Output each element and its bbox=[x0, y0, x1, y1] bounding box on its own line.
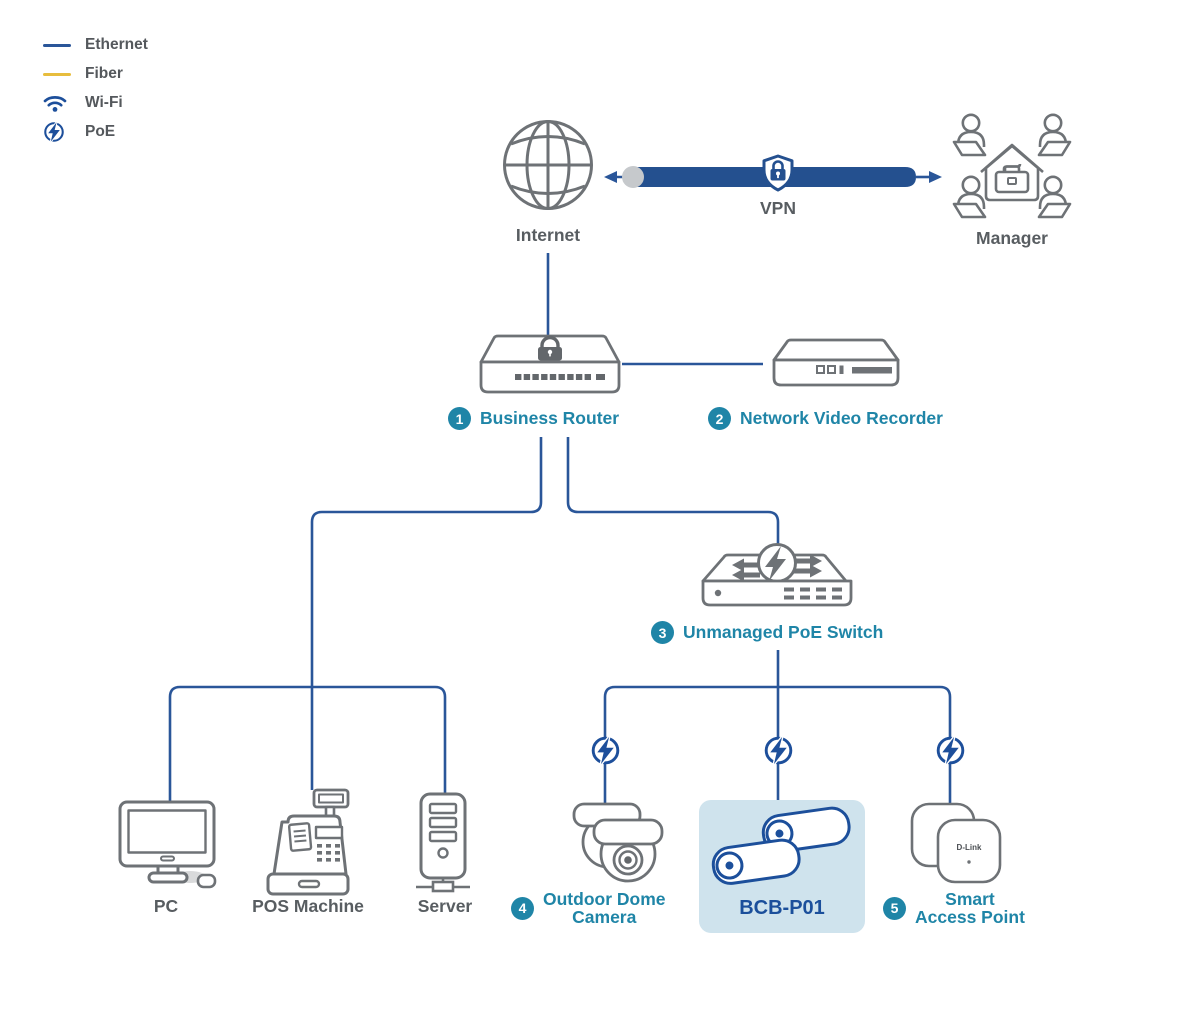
internet-label: Internet bbox=[515, 225, 581, 245]
legend-item-poe bbox=[43, 121, 148, 143]
access-point-brand-text: D-Link bbox=[956, 843, 982, 852]
dome-camera-label: 4 Outdoor Dome Camera bbox=[511, 890, 666, 926]
nvr-icon bbox=[762, 338, 910, 392]
ap-number-badge: 5 bbox=[883, 897, 906, 920]
server-icon bbox=[412, 792, 474, 894]
pos-machine-icon bbox=[258, 788, 358, 900]
vpn-tunnel bbox=[604, 156, 942, 190]
poe-icon bbox=[43, 121, 73, 143]
legend bbox=[43, 34, 148, 143]
nvr-label: 2 Network Video Recorder bbox=[708, 407, 943, 430]
vpn-arrow-right bbox=[929, 171, 942, 183]
poe-switch-icon bbox=[698, 543, 854, 615]
legend-item-wifi bbox=[43, 92, 148, 114]
access-point-label: 5 Smart Access Point bbox=[883, 890, 1025, 926]
lightning-circle-icon bbox=[759, 545, 796, 582]
pos-keypad bbox=[317, 844, 340, 862]
router-number-badge: 1 bbox=[448, 407, 471, 430]
internet-globe-icon bbox=[501, 118, 595, 212]
business-router-icon bbox=[477, 334, 623, 396]
vpn-label: VPN bbox=[760, 198, 796, 218]
wire-left-bus bbox=[170, 687, 445, 802]
server-label: Server bbox=[417, 896, 473, 916]
home-office-icon bbox=[981, 145, 1043, 200]
legend-label: Wi-Fi bbox=[85, 94, 123, 111]
wifi-icon bbox=[43, 93, 73, 113]
nvr-number-badge: 2 bbox=[708, 407, 731, 430]
poe-marker-dome bbox=[593, 737, 618, 764]
pc-icon bbox=[116, 798, 220, 892]
legend-item-fiber bbox=[43, 63, 148, 85]
ethernet-line-icon bbox=[43, 44, 73, 47]
vpn-arrow-left bbox=[604, 171, 617, 183]
pos-label: POS Machine bbox=[252, 896, 364, 916]
bcb-p01-label: BCB-P01 bbox=[739, 897, 825, 919]
router-label: 1 Business Router bbox=[448, 407, 619, 430]
switch-number-badge: 3 bbox=[651, 621, 674, 644]
manager-label: Manager bbox=[976, 228, 1048, 248]
fiber-line-icon bbox=[43, 73, 73, 76]
manager-group-icon bbox=[948, 112, 1076, 234]
legend-label: Fiber bbox=[85, 65, 123, 82]
legend-item-ethernet bbox=[43, 34, 148, 56]
bcb-p01-bullet-cameras-icon bbox=[708, 806, 856, 898]
switch-label: 3 Unmanaged PoE Switch bbox=[651, 621, 883, 644]
wire-router-switch bbox=[568, 437, 778, 547]
pc-label: PC bbox=[153, 896, 179, 916]
poe-marker-bcb bbox=[766, 737, 791, 764]
vpn-endpoint-dot bbox=[622, 166, 644, 188]
wire-router-left-branch bbox=[312, 437, 541, 790]
legend-label: Ethernet bbox=[85, 36, 148, 53]
legend-label: PoE bbox=[85, 123, 116, 140]
poe-marker-ap bbox=[938, 737, 963, 764]
dome-number-badge: 4 bbox=[511, 897, 534, 920]
access-point-icon bbox=[906, 800, 1002, 884]
dome-camera-icon bbox=[556, 796, 668, 888]
